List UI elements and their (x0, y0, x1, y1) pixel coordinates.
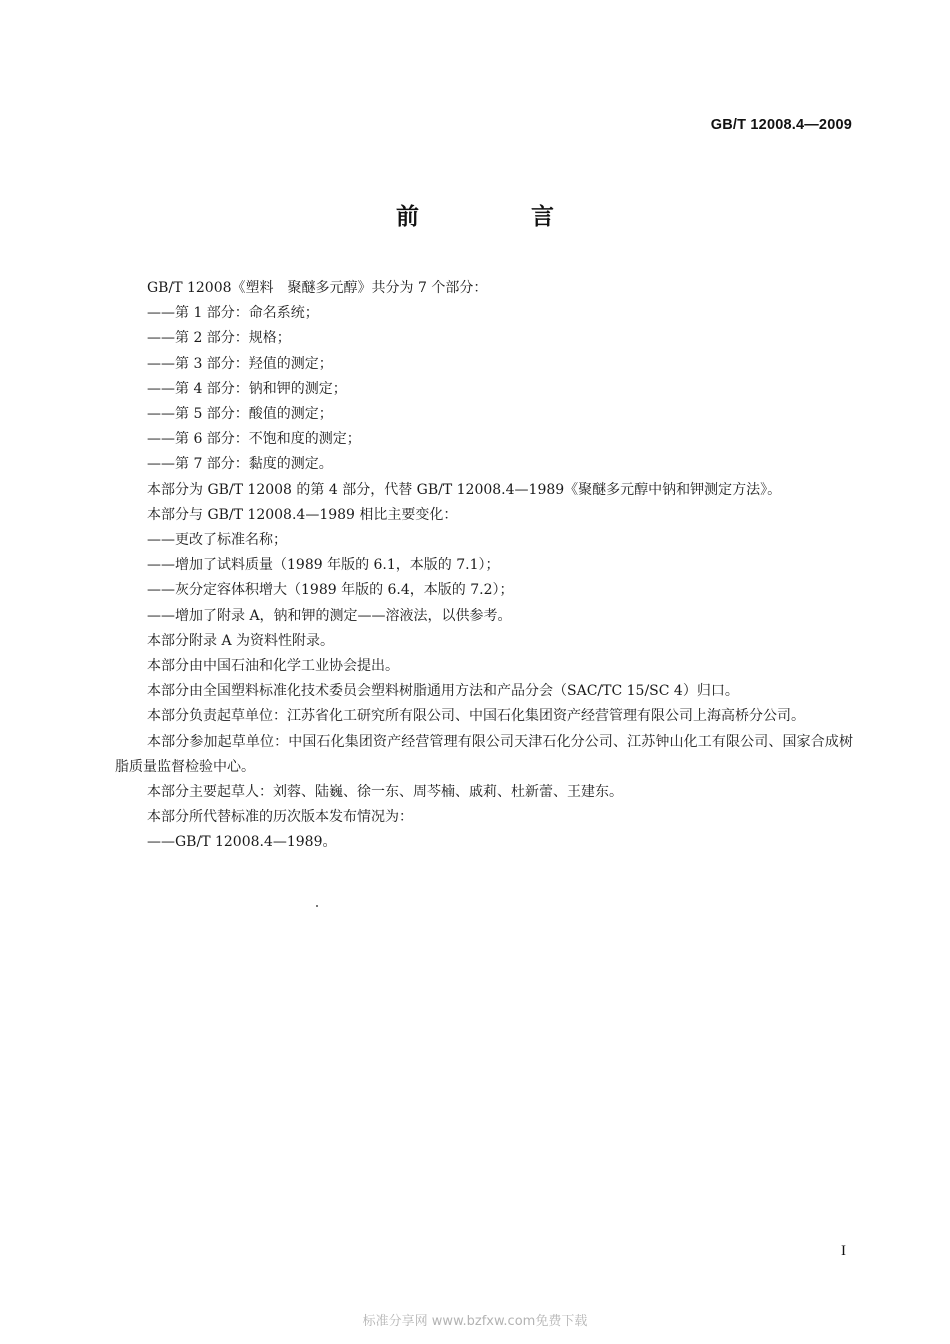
list-item-change-2: ——增加了试料质量（1989 年版的 6.1，本版的 7.1）； (147, 557, 500, 574)
page-number: I (841, 1243, 846, 1259)
paragraph-parts-intro: GB/T 12008《塑料 聚醚多元醇》共分为 7 个部分： (147, 280, 488, 296)
paragraph-history-intro: 本部分所代替标准的历次版本发布情况为： (147, 809, 413, 826)
paragraph-drafting-participants: 本部分参加起草单位：中国石化集团资产经营管理有限公司天津石化分公司、江苏钟山化工有限公司、国家合成树脂质量监督检验中心。 (115, 733, 853, 775)
paragraph-drafting-lead: 本部分负责起草单位：江苏省化工研究所有限公司、中国石化集团资产经营管理有限公司上海高桥分公司。 (147, 708, 805, 725)
list-item-part-5: ——第 5 部分：酸值的测定； (147, 406, 333, 423)
list-item-change-4: ——增加了附录 A，钠和钾的测定——溶液法，以供参考。 (147, 607, 512, 624)
watermark: 标准分享网 www.bzfxw.com免费下载 (362, 1314, 588, 1329)
list-item-change-1: ——更改了标准名称； (147, 532, 287, 549)
list-item-part-4: ——第 4 部分：钠和钾的测定； (147, 380, 347, 397)
standard-number: GB/T 12008.4—2009 (710, 117, 852, 133)
paragraph-drafters: 本部分主要起草人：刘蓉、陆巍、徐一东、周芩楠、戚莉、杜新蕾、王建东。 (147, 784, 623, 801)
paragraph-proposed-by: 本部分由中国石油和化学工业协会提出。 (147, 658, 399, 675)
paragraph-technical-committee: 本部分由全国塑料标准化技术委员会塑料树脂通用方法和产品分会（SAC/TC 15/SC 4）归口。 (147, 683, 739, 700)
list-item-change-3: ——灰分定容体积增大（1989 年版的 6.4，本版的 7.2）； (147, 582, 514, 599)
page-title: 前 言 (395, 204, 606, 230)
list-item-part-6: ——第 6 部分：不饱和度的测定； (147, 431, 361, 448)
paragraph-annex: 本部分附录 A 为资料性附录。 (147, 632, 335, 649)
scan-speck (316, 905, 318, 907)
list-item-part-2: ——第 2 部分：规格； (147, 330, 291, 347)
paragraph-changes-intro: 本部分与 GB/T 12008.4—1989 相比主要变化： (147, 506, 458, 523)
list-item-part-3: ——第 3 部分：羟值的测定； (147, 355, 333, 372)
list-item-part-7: ——第 7 部分：黏度的测定。 (147, 456, 333, 473)
foreword-body (115, 276, 853, 856)
list-item-part-1: ——第 1 部分：命名系统； (147, 305, 319, 322)
paragraph-replaces: 本部分为 GB/T 12008 的第 4 部分，代替 GB/T 12008.4—1989《聚醚多元醇中钠和钾测定方法》。 (147, 481, 782, 498)
list-item-history-1: ——GB/T 12008.4—1989。 (147, 834, 337, 851)
